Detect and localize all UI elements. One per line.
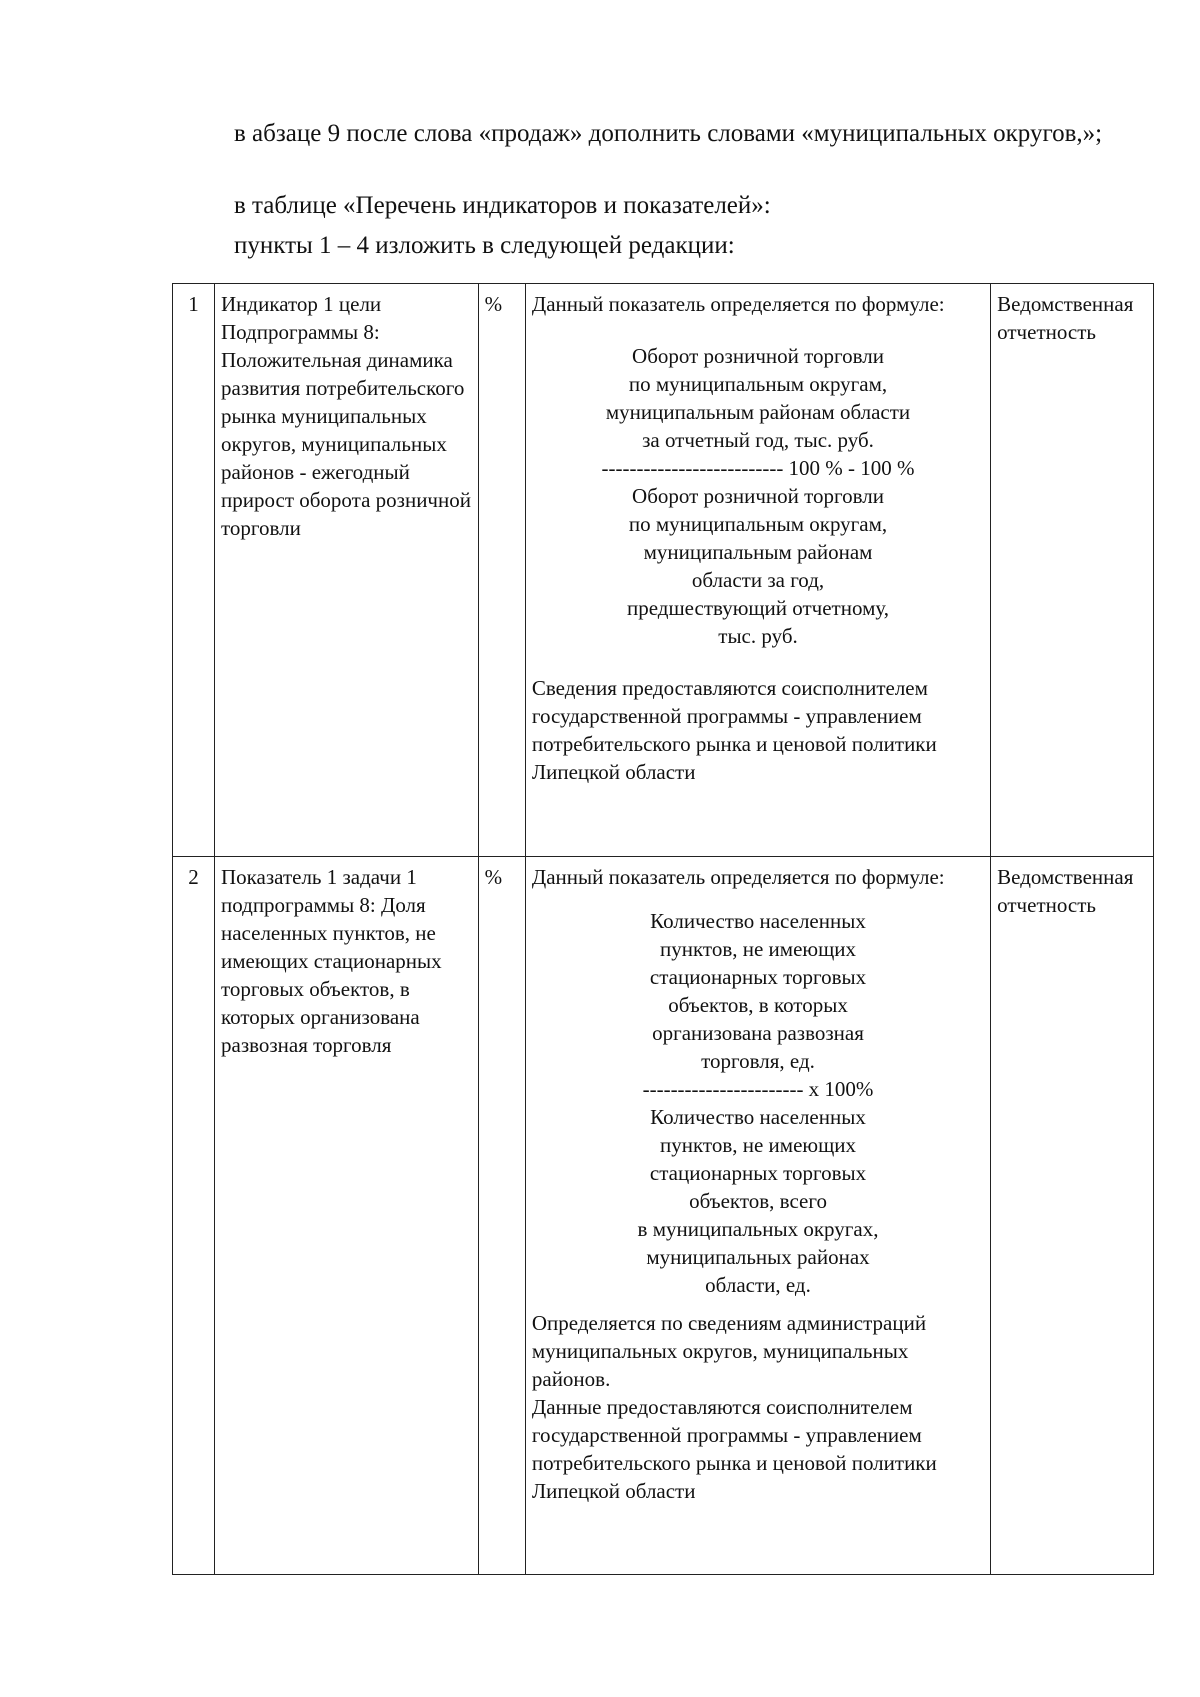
method-note: Определяется по сведениям администраций муниципальных округов, муниципальных районов. bbox=[531, 1311, 927, 1391]
formula-line: области за год, bbox=[691, 568, 825, 592]
formula-line: организована развозная bbox=[652, 1021, 864, 1045]
formula-line: ----------------------- х 100% bbox=[642, 1077, 874, 1101]
unit: % bbox=[478, 284, 525, 857]
formula-line: муниципальным районам области bbox=[605, 400, 911, 424]
table-row bbox=[173, 284, 1154, 857]
formula-line: Количество населенных bbox=[650, 1105, 866, 1129]
calculation-method bbox=[525, 284, 990, 857]
formula-line: предшествующий отчетному, bbox=[627, 596, 890, 620]
formula bbox=[532, 342, 984, 650]
formula-line: по муниципальным округам, bbox=[628, 372, 888, 396]
formula-line: стационарных торговых bbox=[649, 1161, 867, 1185]
intro-paragraph-2: в таблице «Перечень индикаторов и показателей»: bbox=[234, 192, 771, 219]
unit: % bbox=[478, 857, 525, 1575]
intro-paragraph-1: в абзаце 9 после слова «продаж» дополнить словами «муниципальных округов,»; bbox=[234, 120, 1103, 147]
table-row bbox=[173, 857, 1154, 1575]
formula-line: объектов, всего bbox=[689, 1189, 827, 1213]
indicator-name: Индикатор 1 цели Подпрограммы 8: Положительная динамика развития потребительского рынка муниципальных округов, муниципальных районов - ежегодный прирост оборота розничной торговли bbox=[215, 284, 479, 857]
formula-line: муниципальным районам bbox=[643, 540, 873, 564]
calculation-method bbox=[525, 857, 990, 1575]
row-number: 1 bbox=[173, 284, 215, 857]
formula-line: пунктов, не имеющих bbox=[660, 1133, 856, 1157]
row-number: 2 bbox=[173, 857, 215, 1575]
formula-line: в муниципальных округах, bbox=[637, 1217, 879, 1241]
method-note: Сведения предоставляются соисполнителем государственной программы - управлением потребительского рынка и ценовой политики Липецкой области bbox=[531, 676, 937, 784]
formula-line: Количество населенных bbox=[650, 909, 866, 933]
intro-paragraph-3: пункты 1 – 4 изложить в следующей редакции: bbox=[234, 232, 735, 259]
formula-line: торговля, ед. bbox=[701, 1049, 815, 1073]
method-intro: Данный показатель определяется по формуле: bbox=[531, 865, 945, 889]
formula-line: тыс. руб. bbox=[718, 624, 798, 648]
formula-line: объектов, в которых bbox=[668, 993, 848, 1017]
formula-line: муниципальных районах bbox=[646, 1245, 870, 1269]
formula bbox=[532, 907, 984, 1299]
formula-line: Оборот розничной торговли bbox=[632, 484, 884, 508]
indicators-table bbox=[172, 283, 1154, 1575]
method-intro: Данный показатель определяется по формуле: bbox=[531, 292, 945, 316]
formula-line: за отчетный год, тыс. руб. bbox=[642, 428, 874, 452]
formula-line: стационарных торговых bbox=[649, 965, 867, 989]
formula-line: Оборот розничной торговли bbox=[632, 344, 884, 368]
formula-line: пунктов, не имеющих bbox=[660, 937, 856, 961]
formula-line: области, ед. bbox=[705, 1273, 811, 1297]
data-source: Ведомственная отчетность bbox=[991, 284, 1154, 857]
formula-line: -------------------------- 100 % - 100 % bbox=[601, 456, 915, 480]
method-note-2: Данные предоставляются соисполнителем государственной программы - управлением потребительского рынка и ценовой политики Липецкой области bbox=[531, 1395, 937, 1503]
indicator-name: Показатель 1 задачи 1 подпрограммы 8: Доля населенных пунктов, не имеющих стационарных торговых объектов, в которых организована развозная торговля bbox=[215, 857, 479, 1575]
formula-line: по муниципальным округам, bbox=[628, 512, 888, 536]
data-source: Ведомственная отчетность bbox=[991, 857, 1154, 1575]
